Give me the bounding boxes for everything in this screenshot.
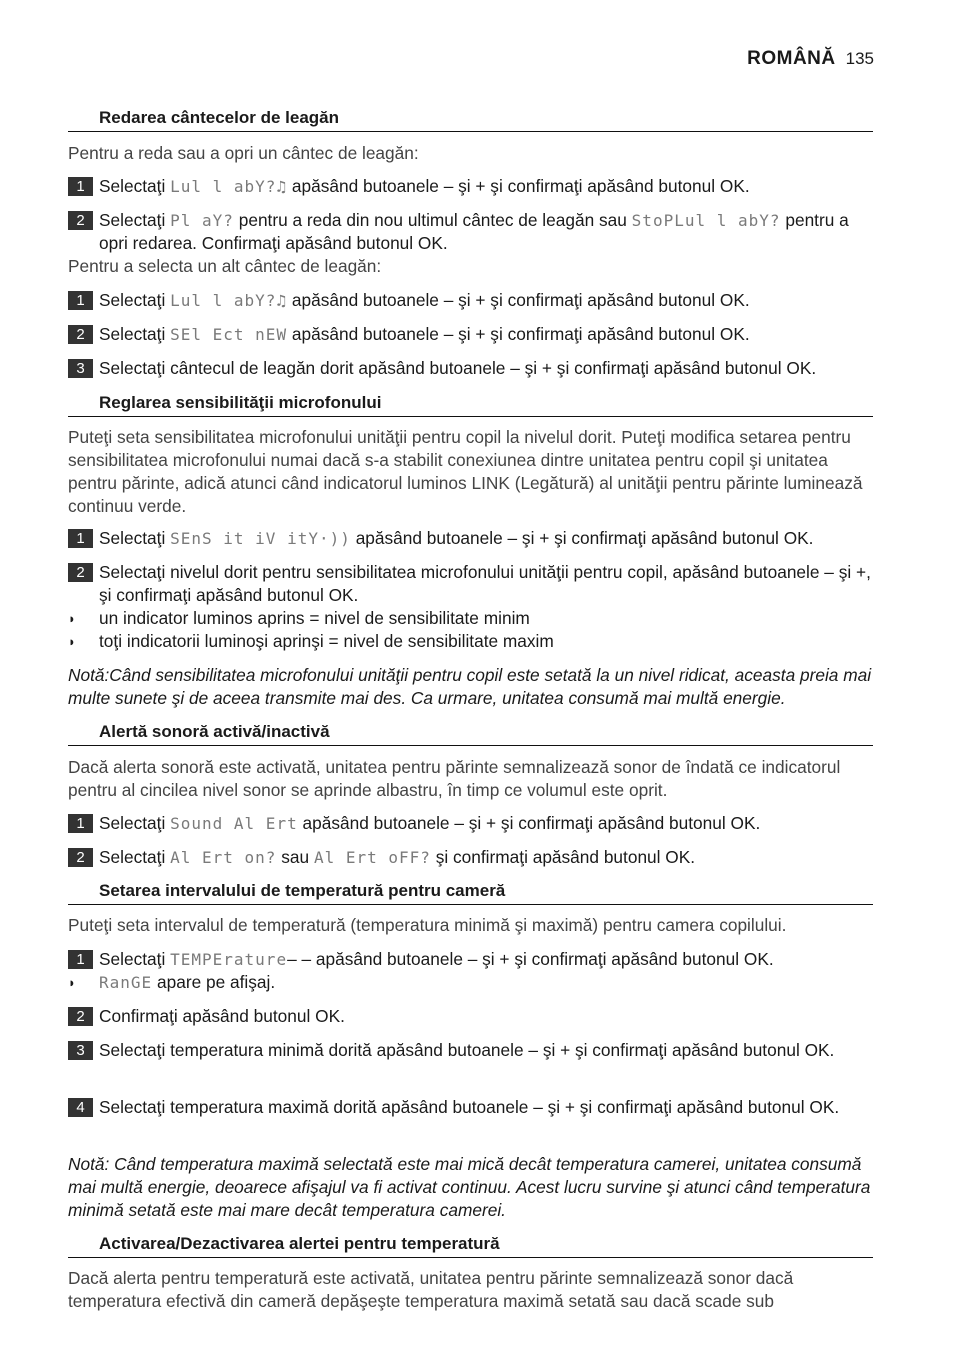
step-text: Selectaţi — [99, 847, 166, 867]
note-text: Notă: Când temperatura maximă selectată este mai mică decât temperatura camerei, unitatea consumă mai multă energie, deoarece afişajul va fi activat continuu. Acest lucru survine şi atunci când temperatura minimă setată este mai mare decât temperatura camerei. — [68, 1154, 871, 1220]
lcd-text: Lul l abY?♫ — [170, 291, 288, 310]
bullet-icon: ◗ — [68, 975, 76, 990]
step-text: Selectaţi — [99, 176, 166, 196]
step-text: apăsând butoanele – şi + şi confirmaţi apăsând butonul OK. — [291, 176, 750, 196]
lcd-text: TEMPErature — [170, 950, 288, 969]
lcd-text: StoPLul l abY? — [631, 211, 781, 230]
step-item — [68, 289, 874, 312]
bullet-item — [68, 630, 874, 653]
step-text: pentru a opri redarea. Confirmaţi apăsând butonul OK. — [99, 210, 849, 253]
step-text: apăsând butoanele – şi + şi confirmaţi apăsând butonul OK. — [291, 324, 750, 344]
step-text: apăsând butoanele – şi + şi confirmaţi apăsând butonul OK. — [291, 290, 750, 310]
lcd-text: Sound Al Ert — [170, 814, 298, 833]
paragraph: Dacă alerta pentru temperatură este activată, unitatea pentru părinte semnalizează sonor dacă temperatura efectivă din cameră depăşeşte temperatura maximă setată sau dacă scade sub — [68, 1268, 794, 1311]
step-text: şi confirmaţi apăsând butonul OK. — [435, 847, 696, 867]
step-item — [68, 948, 874, 971]
step-number: 1 — [68, 950, 93, 969]
lcd-text: SEnS it iV itY·)) — [170, 529, 351, 548]
section-heading-temperature-range: Setarea intervalului de temperatură pentru cameră — [68, 881, 873, 905]
note-text: Notă:Când sensibilitatea microfonului unităţii pentru copil este setată la un nivel ridicat, aceasta preia mai multe sunete şi de aceea transmite mai des. Ca urmare, unitatea consumă mai multă energie. — [68, 665, 872, 708]
step-number: 4 — [68, 1098, 93, 1117]
paragraph: Pentru a reda sau a opri un cântec de leagăn: — [68, 143, 419, 163]
step-text: apăsând butoanele – şi + şi confirmaţi apăsând butonul OK. — [302, 813, 761, 833]
bullet-text: un indicator luminos aprins = nivel de sensibilitate minim — [99, 608, 530, 628]
step-item — [68, 812, 874, 835]
step-item — [68, 561, 874, 607]
step-text: Selectaţi — [99, 290, 166, 310]
page-number: 135 — [845, 49, 874, 68]
section-heading-temperature-alert: Activarea/Dezactivarea alertei pentru temperatură — [68, 1234, 873, 1258]
lcd-text: Al Ert oFF? — [313, 848, 431, 867]
bullet-icon: ◗ — [68, 611, 76, 626]
step-text: Selectaţi — [99, 949, 166, 969]
section-heading-mic-sensitivity: Reglarea sensibilităţii microfonului — [68, 393, 873, 417]
step-text: Selectaţi cântecul de leagăn dorit apăsând butoanele – şi + şi confirmaţi apăsând butonul OK. — [99, 358, 817, 378]
bullet-text: toţi indicatorii luminoşi aprinşi = nivel de sensibilitate maxim — [99, 631, 554, 651]
paragraph: Puteţi seta intervalul de temperatură (temperatura minimă şi maximă) pentru camera copilului. — [68, 915, 787, 935]
step-item — [68, 209, 874, 255]
bullet-item — [68, 607, 874, 630]
step-item — [68, 1039, 874, 1062]
bullet-icon: ◗ — [68, 634, 76, 649]
paragraph: Puteţi seta sensibilitatea microfonului unităţii pentru copil la nivelul dorit. Puteţi modifica setarea pentru sensibilitatea microfonului numai dacă s-a stabilit conexiunea dintre unitatea pentru copil şi unitatea pentru părinte, adică atunci când indicatorul luminos LINK (Legătură) al unităţii pentru părinte luminează continuu verde. — [68, 427, 863, 516]
step-item — [68, 846, 874, 869]
step-number: 2 — [68, 1007, 93, 1026]
bullet-text: apare pe afişaj. — [156, 972, 276, 992]
page-header — [747, 48, 874, 70]
step-number: 1 — [68, 529, 93, 548]
step-item — [68, 1005, 874, 1028]
step-item — [68, 527, 874, 550]
step-text: Selectaţi — [99, 813, 166, 833]
step-item — [68, 1096, 874, 1119]
step-number: 2 — [68, 211, 93, 230]
lcd-text: Pl aY? — [170, 211, 234, 230]
step-number: 2 — [68, 563, 93, 582]
step-item — [68, 323, 874, 346]
lcd-text: Lul l abY?♫ — [170, 177, 288, 196]
step-number: 1 — [68, 814, 93, 833]
language-label: ROMÂNĂ — [747, 48, 836, 69]
step-item — [68, 357, 874, 380]
step-text: Selectaţi temperatura maximă dorită apăsând butoanele – şi + şi confirmaţi apăsând butonul OK. — [99, 1097, 840, 1117]
step-text: Selectaţi — [99, 324, 166, 344]
lcd-text: RanGE — [99, 973, 153, 992]
step-text: pentru a reda din nou ultimul cântec de leagăn sau — [238, 210, 627, 230]
step-number: 2 — [68, 325, 93, 344]
step-number: 1 — [68, 291, 93, 310]
step-text: sau — [281, 847, 310, 867]
paragraph: Dacă alerta sonoră este activată, unitatea pentru părinte semnalizează sonor de îndată ce indicatorul pentru al cincilea nivel sonor se aprinde albastru, în timp ce volumul este oprit. — [68, 757, 841, 800]
step-item — [68, 175, 874, 198]
step-number: 1 — [68, 177, 93, 196]
step-text: Selectaţi — [99, 528, 166, 548]
bullet-item — [68, 971, 874, 994]
step-text: Selectaţi temperatura minimă dorită apăsând butoanele – şi + şi confirmaţi apăsând butonul OK. — [99, 1040, 835, 1060]
step-text: apăsând butoanele – şi + şi confirmaţi apăsând butonul OK. — [355, 528, 814, 548]
step-number: 2 — [68, 848, 93, 867]
step-text: Confirmaţi apăsând butonul OK. — [99, 1006, 345, 1026]
section-heading-sound-alert: Alertă sonoră activă/inactivă — [68, 722, 873, 746]
lcd-text: SEl Ect nEW — [170, 325, 288, 344]
step-text: Selectaţi — [99, 210, 166, 230]
step-text: – – apăsând butoanele – şi + şi confirmaţi apăsând butonul OK. — [287, 949, 774, 969]
section-heading-lullabies: Redarea cântecelor de leagăn — [68, 108, 873, 132]
step-text: Selectaţi nivelul dorit pentru sensibilitatea microfonului unităţii pentru copil, apăsând butoanele – şi +, şi confirmaţi apăsând butonul OK. — [99, 562, 871, 605]
paragraph: Pentru a selecta un alt cântec de leagăn: — [68, 256, 382, 276]
step-number: 3 — [68, 1041, 93, 1060]
lcd-text: Al Ert on? — [170, 848, 277, 867]
step-number: 3 — [68, 359, 93, 378]
